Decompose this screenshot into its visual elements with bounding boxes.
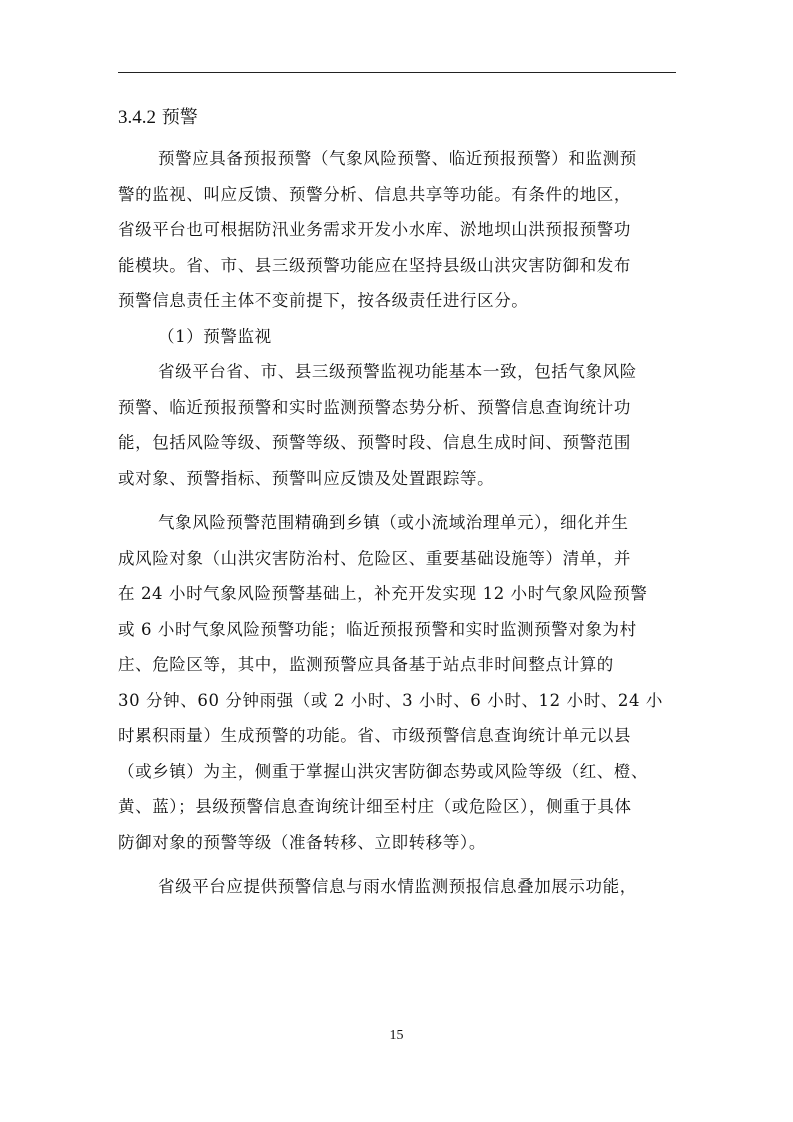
- text-line: （1）预警监视: [158, 326, 272, 346]
- text-line: 能，包括风险等级、预警等级、预警时段、信息生成时间、预警范围: [118, 433, 631, 452]
- page-number: 15: [389, 1028, 404, 1043]
- text-line: 或对象、预警指标、预警叫应反馈及处置跟踪等。: [118, 468, 495, 488]
- text-line: 省级平台也可根据防汛业务需求开发小水库、淤地坝山洪预报预警功: [118, 220, 631, 239]
- paragraph: [118, 141, 678, 319]
- text-line: 预警信息责任主体不变前提下，按各级责任进行区分。: [118, 291, 529, 310]
- text-line: 或 6 小时气象风险预警功能；临近预报预警和实时监测预警对象为村: [118, 619, 637, 639]
- text-line: 时累积雨量）生成预警的功能。省、市级预警信息查询统计单元以县: [118, 726, 631, 745]
- text-line: 省级平台省、市、县三级预警监视功能基本一致，包括气象风险: [158, 362, 637, 381]
- header-rule: [118, 72, 676, 73]
- subheading: [118, 319, 678, 355]
- section-heading: [118, 106, 198, 130]
- paragraph: [118, 354, 678, 496]
- body-text: [118, 141, 678, 905]
- text-line: 警的监视、叫应反馈、预警分析、信息共享等功能。有条件的地区，: [118, 184, 631, 204]
- paragraph: [118, 505, 678, 860]
- text-line: 气象风险预警范围精确到乡镇（或小流域治理单元），细化并生: [158, 513, 629, 532]
- text-line: 庄、危险区等，其中，监测预警应具备基于站点非时间整点计算的: [118, 655, 614, 674]
- text-line: 30 分钟、60 分钟雨强（或 2 小时、3 小时、6 小时、12 小时、24 小: [118, 690, 664, 710]
- text-line: （或乡镇）为主，侧重于掌握山洪灾害防御态势或风险等级（红、橙、: [118, 761, 649, 781]
- text-line: 成风险对象（山洪灾害防治村、危险区、重要基础设施等）清单，并: [118, 548, 631, 568]
- text-line: 预警、临近预报预警和实时监测预警态势分析、预警信息查询统计功: [118, 397, 631, 417]
- text-line: 防御对象的预警等级（准备转移、立即转移等）。: [118, 832, 486, 852]
- section-number: 3.4.2: [118, 107, 156, 128]
- text-line: 在 24 小时气象风险预警基础上，补充开发实现 12 小时气象风险预警: [118, 584, 648, 603]
- paragraph: [118, 869, 678, 905]
- section-title: 预警: [161, 107, 198, 128]
- text-line: 省级平台应提供预警信息与雨水情监测预报信息叠加展示功能，: [158, 877, 637, 896]
- text-line: 黄、蓝）；县级预警信息查询统计细至村庄（或危险区），侧重于具体: [118, 797, 632, 816]
- text-line: 能模块。省、市、县三级预警功能应在坚持县级山洪灾害防御和发布: [118, 255, 631, 275]
- text-line: 预警应具备预报预警（气象风险预警、临近预报预警）和监测预: [158, 149, 637, 168]
